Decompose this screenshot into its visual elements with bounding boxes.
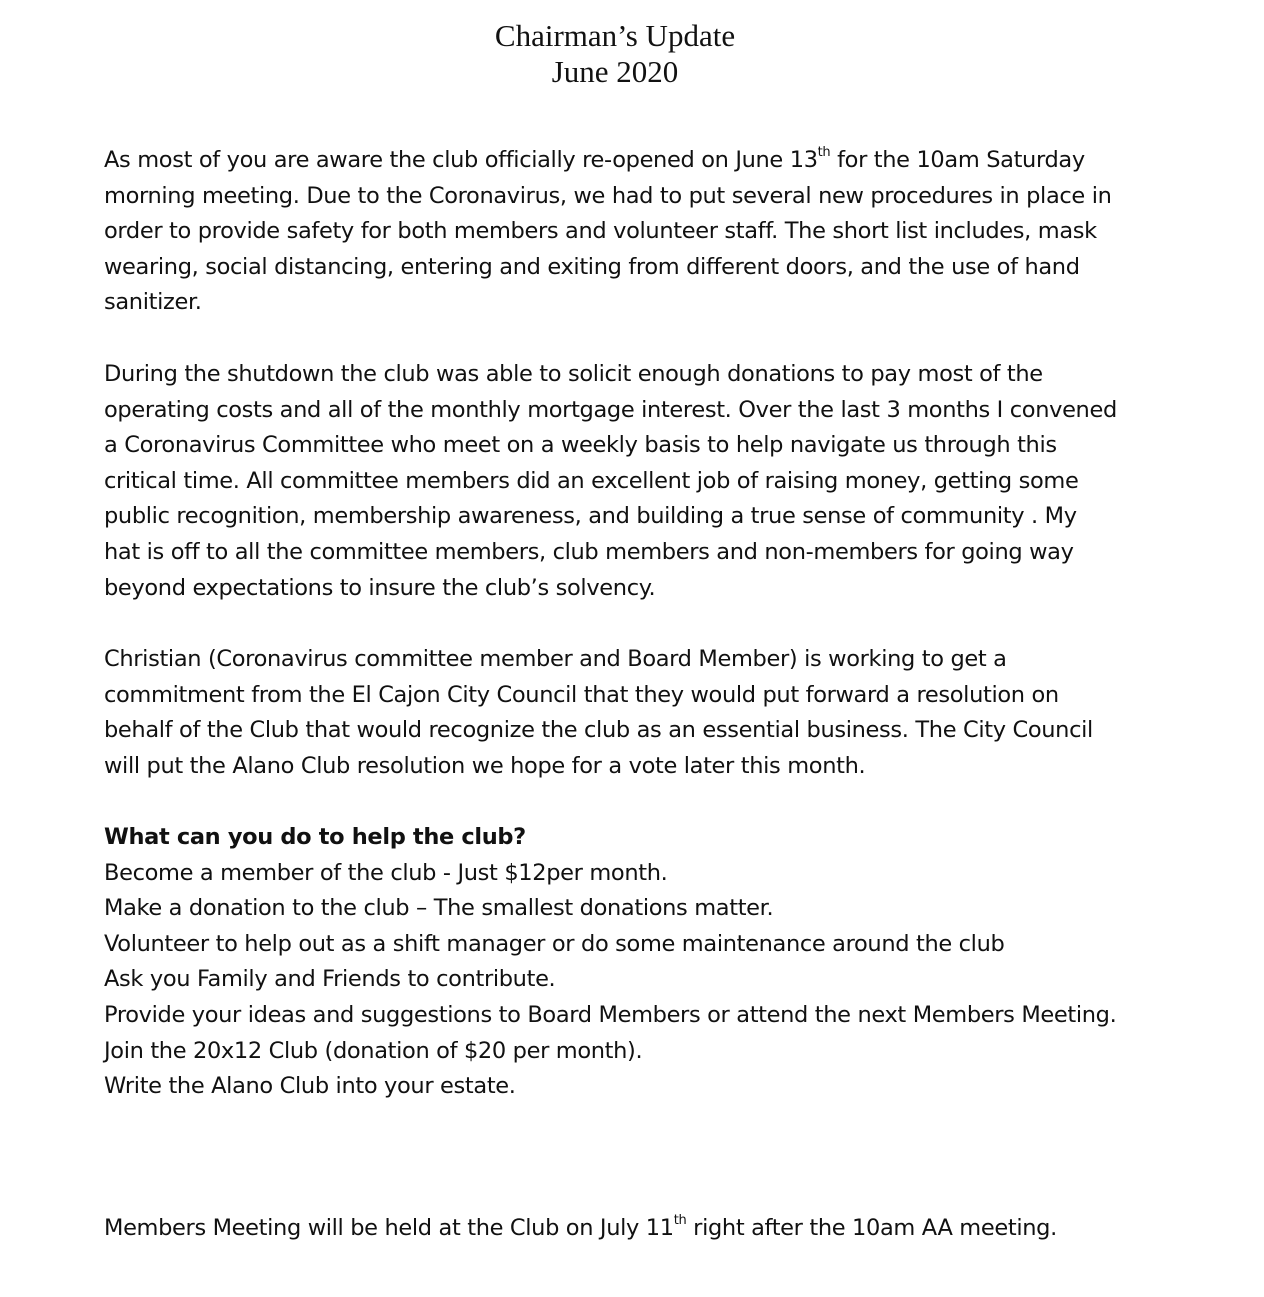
- date-line: June 2020: [551, 54, 679, 89]
- help-section: [104, 820, 1214, 1105]
- superscript: th: [817, 145, 831, 160]
- list-item: Ask you Family and Friends to contribute.: [104, 966, 556, 993]
- list-item: Volunteer to help out as a shift manager or do some maintenance around the club: [104, 930, 1005, 957]
- text-line: hat is off to all the committee members, club members and non-members for going way: [104, 538, 1074, 565]
- members-meeting-note: [104, 1211, 1214, 1247]
- document-title: [0, 18, 1230, 90]
- text-span: As most of you are aware the club officially re-opened on June 13: [104, 147, 818, 173]
- text-line: public recognition, membership awareness, and building a true sense of community . My: [104, 503, 1077, 530]
- text-line: critical time. All committee members did an excellent job of raising money, getting some: [104, 467, 1079, 494]
- text-line: [104, 1211, 1214, 1247]
- list-item: Make a donation to the club – The smallest donations matter.: [104, 895, 774, 922]
- text-line: During the shutdown the club was able to solicit enough donations to pay most of the: [104, 361, 1043, 387]
- text-line: operating costs and all of the monthly mortgage interest. Over the last 3 months I convened: [104, 396, 1117, 423]
- text-line: a Coronavirus Committee who meet on a weekly basis to help navigate us through this: [104, 432, 1057, 459]
- text-line: beyond expectations to insure the club’s solvency.: [104, 574, 656, 601]
- text-line: sanitizer.: [104, 289, 202, 316]
- text-span: for the 10am Saturday: [830, 147, 1085, 173]
- title-line: Chairman’s Update: [494, 18, 736, 53]
- paragraph-reopening: [104, 143, 1214, 321]
- text-line: [104, 143, 1214, 179]
- section-heading: What can you do to help the club?: [104, 824, 526, 850]
- text-line: order to provide safety for both members and volunteer staff. The short list includes, mask: [104, 218, 1097, 245]
- superscript: th: [673, 1213, 687, 1228]
- text-line: commitment from the El Cajon City Council that they would put forward a resolution on: [104, 681, 1059, 708]
- list-item: Write the Alano Club into your estate.: [104, 1073, 516, 1100]
- list-item: Provide your ideas and suggestions to Board Members or attend the next Members Meeting.: [104, 1001, 1117, 1028]
- text-line: will put the Alano Club resolution we hope for a vote later this month.: [104, 752, 866, 779]
- text-span: right after the 10am AA meeting.: [686, 1215, 1057, 1241]
- text-line: behalf of the Club that would recognize the club as an essential business. The City Council: [104, 717, 1093, 744]
- text-line: Christian (Coronavirus committee member and Board Member) is working to get a: [104, 646, 1007, 672]
- list-item: Join the 20x12 Club (donation of $20 per month).: [104, 1037, 643, 1064]
- paragraph-city-council: [104, 642, 1214, 784]
- text-span: Members Meeting will be held at the Club on July 11: [104, 1215, 674, 1241]
- paragraph-shutdown: [104, 357, 1214, 606]
- text-line: morning meeting. Due to the Coronavirus, we had to put several new procedures in place in: [104, 182, 1112, 209]
- text-line: wearing, social distancing, entering and exiting from different doors, and the use of hand: [104, 253, 1080, 280]
- list-item: Become a member of the club - Just $12per month.: [104, 859, 668, 886]
